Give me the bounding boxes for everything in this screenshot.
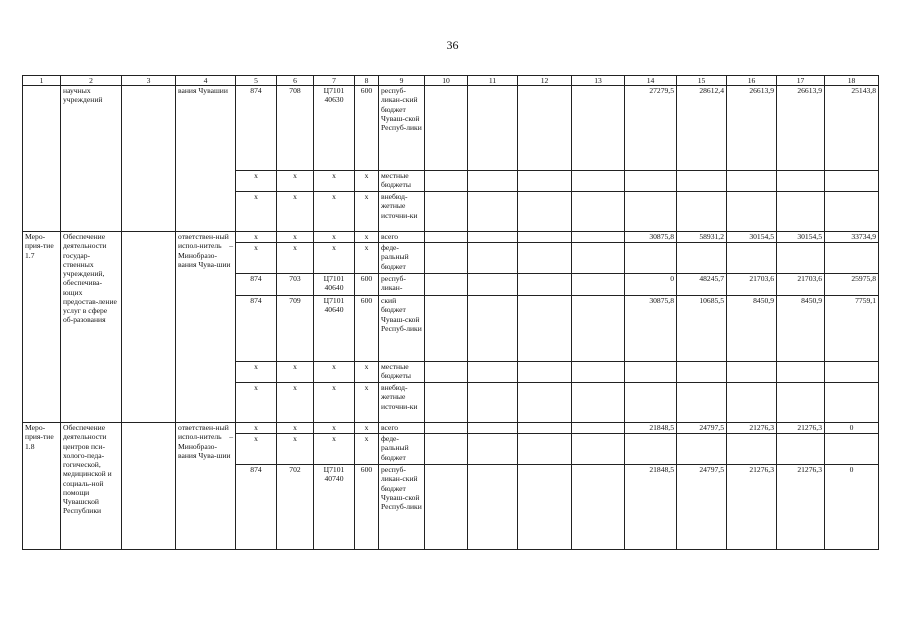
target-article: х	[314, 243, 355, 274]
funding-source: феде-ральный бюджет	[379, 243, 425, 274]
grbs-code: 874	[236, 86, 277, 171]
grbs-code: 874	[236, 274, 277, 296]
value-cell	[625, 243, 677, 274]
column-number: 14	[625, 76, 677, 86]
value-cell	[777, 192, 825, 232]
value-cell: 30875,8	[625, 296, 677, 362]
value-cell: 0	[825, 423, 879, 434]
value-cell: 30154,5	[777, 232, 825, 243]
value-cell	[625, 192, 677, 232]
value-cell	[727, 362, 777, 383]
table-row	[23, 86, 879, 171]
funding-source: всего	[379, 232, 425, 243]
value-cell: 27279,5	[625, 86, 677, 171]
value-cell	[727, 243, 777, 274]
target-article: х	[314, 383, 355, 423]
section-code: х	[277, 171, 314, 192]
value-cell	[677, 434, 727, 465]
value-cell	[625, 383, 677, 423]
budget-table	[22, 75, 879, 550]
activity-name: Обеспечение деятельности центров пси-холого-педа-гогической, медицинской и социаль-ной помощи Чувашской Республики	[61, 423, 122, 550]
value-cell: 8450,9	[777, 296, 825, 362]
target-article: Ц7101 40740	[314, 465, 355, 550]
activity-name: Обеспечение деятельности государ-ственных учреждений, обеспечива-ющих предостав-ление услуг в сфере об-разования	[61, 232, 122, 423]
grbs-code: х	[236, 434, 277, 465]
column-number: 9	[379, 76, 425, 86]
value-cell	[677, 383, 727, 423]
value-cell: 21276,3	[777, 423, 825, 434]
value-cell	[727, 192, 777, 232]
column-number: 7	[314, 76, 355, 86]
column-number: 8	[355, 76, 379, 86]
expense-group: х	[355, 171, 379, 192]
value-cell	[625, 171, 677, 192]
funding-source: внебюд-жетные источни-ки	[379, 192, 425, 232]
value-cell	[727, 383, 777, 423]
column-number: 15	[677, 76, 727, 86]
target-article: х	[314, 192, 355, 232]
section-code: х	[277, 383, 314, 423]
value-cell	[777, 362, 825, 383]
value-cell	[677, 192, 727, 232]
column-number: 11	[468, 76, 518, 86]
executor: вания Чувашии	[176, 86, 236, 232]
expense-group: 600	[355, 274, 379, 296]
section-code: х	[277, 232, 314, 243]
value-cell: 0	[625, 274, 677, 296]
value-cell: 30154,5	[727, 232, 777, 243]
funding-source: всего	[379, 423, 425, 434]
measure-number: Меро-прия-тие 1.7	[23, 232, 61, 423]
value-cell	[677, 171, 727, 192]
executor: ответствен-ный испол-нитель – Минобразо-вания Чува-шии	[176, 232, 236, 423]
measure-number: Меро-прия-тие 1.8	[23, 423, 61, 550]
value-cell	[777, 383, 825, 423]
table-row	[23, 232, 879, 243]
value-cell: 26613,9	[777, 86, 825, 171]
value-cell: 30875,8	[625, 232, 677, 243]
activity-name: научных учреждений	[61, 86, 122, 232]
value-cell: 21276,3	[727, 423, 777, 434]
grbs-code: х	[236, 232, 277, 243]
funding-source: феде-ральный бюджет	[379, 434, 425, 465]
target-article: Ц7101 40640	[314, 296, 355, 362]
value-cell: 21848,5	[625, 423, 677, 434]
value-cell: 8450,9	[727, 296, 777, 362]
value-cell	[727, 434, 777, 465]
column-number: 18	[825, 76, 879, 86]
grbs-code: 874	[236, 465, 277, 550]
value-cell: 21276,3	[777, 465, 825, 550]
column-number: 13	[572, 76, 625, 86]
funding-source: респуб-ликан-	[379, 274, 425, 296]
column-number: 10	[425, 76, 468, 86]
section-code: 708	[277, 86, 314, 171]
value-cell	[625, 362, 677, 383]
value-cell	[727, 171, 777, 192]
column-number: 16	[727, 76, 777, 86]
column-number: 17	[777, 76, 825, 86]
executor: ответствен-ный испол-нитель – Минобразо-вания Чува-шии	[176, 423, 236, 550]
value-cell: 33734,9	[825, 232, 879, 243]
value-cell	[777, 171, 825, 192]
column-number: 1	[23, 76, 61, 86]
section-code: 709	[277, 296, 314, 362]
section-code: х	[277, 243, 314, 274]
page-number: 36	[446, 38, 459, 52]
column-number: 2	[61, 76, 122, 86]
funding-source: респуб-ликан-ский бюджет Чуваш-ской Респуб-лики	[379, 86, 425, 171]
grbs-code: 874	[236, 296, 277, 362]
value-cell: 21703,6	[777, 274, 825, 296]
expense-group: х	[355, 434, 379, 465]
value-cell	[825, 243, 879, 274]
target-article: х	[314, 232, 355, 243]
table-row	[23, 423, 879, 434]
value-cell: 21703,6	[727, 274, 777, 296]
value-cell: 7759,1	[825, 296, 879, 362]
expense-group: х	[355, 362, 379, 383]
grbs-code: х	[236, 243, 277, 274]
value-cell	[825, 171, 879, 192]
value-cell: 25975,8	[825, 274, 879, 296]
value-cell: 24797,5	[677, 423, 727, 434]
value-cell	[825, 383, 879, 423]
grbs-code: х	[236, 362, 277, 383]
target-article: Ц7101 40630	[314, 86, 355, 171]
grbs-code: х	[236, 423, 277, 434]
column-number: 4	[176, 76, 236, 86]
expense-group: х	[355, 383, 379, 423]
value-cell: 28612,4	[677, 86, 727, 171]
value-cell: 48245,7	[677, 274, 727, 296]
target-article: х	[314, 171, 355, 192]
expense-group: 600	[355, 465, 379, 550]
section-code: 703	[277, 274, 314, 296]
expense-group: х	[355, 232, 379, 243]
target-article: Ц7101 40640	[314, 274, 355, 296]
target-article: х	[314, 434, 355, 465]
value-cell: 21848,5	[625, 465, 677, 550]
value-cell: 24797,5	[677, 465, 727, 550]
section-code: х	[277, 434, 314, 465]
expense-group: х	[355, 192, 379, 232]
column-number: 3	[122, 76, 176, 86]
expense-group: х	[355, 243, 379, 274]
value-cell	[825, 192, 879, 232]
section-code: х	[277, 423, 314, 434]
funding-source: ский бюджет Чуваш-ской Респуб-лики	[379, 296, 425, 362]
grbs-code: х	[236, 383, 277, 423]
value-cell: 58931,2	[677, 232, 727, 243]
value-cell: 25143,8	[825, 86, 879, 171]
value-cell	[677, 243, 727, 274]
value-cell	[777, 434, 825, 465]
grbs-code: х	[236, 171, 277, 192]
value-cell: 10685,5	[677, 296, 727, 362]
expense-group: х	[355, 423, 379, 434]
section-code: х	[277, 362, 314, 383]
funding-source: респуб-ликан-ский бюджет Чуваш-ской Респуб-лики	[379, 465, 425, 550]
grbs-code: х	[236, 192, 277, 232]
column-number-row	[23, 76, 879, 86]
funding-source: местные бюджеты	[379, 362, 425, 383]
value-cell: 26613,9	[727, 86, 777, 171]
value-cell	[825, 434, 879, 465]
value-cell: 21276,3	[727, 465, 777, 550]
target-article: х	[314, 423, 355, 434]
value-cell	[677, 362, 727, 383]
section-code: х	[277, 192, 314, 232]
column-number: 5	[236, 76, 277, 86]
expense-group: 600	[355, 296, 379, 362]
value-cell	[625, 434, 677, 465]
column-number: 12	[518, 76, 572, 86]
column-number: 6	[277, 76, 314, 86]
funding-source: местные бюджеты	[379, 171, 425, 192]
section-code: 702	[277, 465, 314, 550]
value-cell: 0	[825, 465, 879, 550]
funding-source: внебюд-жетные источни-ки	[379, 383, 425, 423]
target-article: х	[314, 362, 355, 383]
value-cell	[825, 362, 879, 383]
expense-group: 600	[355, 86, 379, 171]
value-cell	[777, 243, 825, 274]
